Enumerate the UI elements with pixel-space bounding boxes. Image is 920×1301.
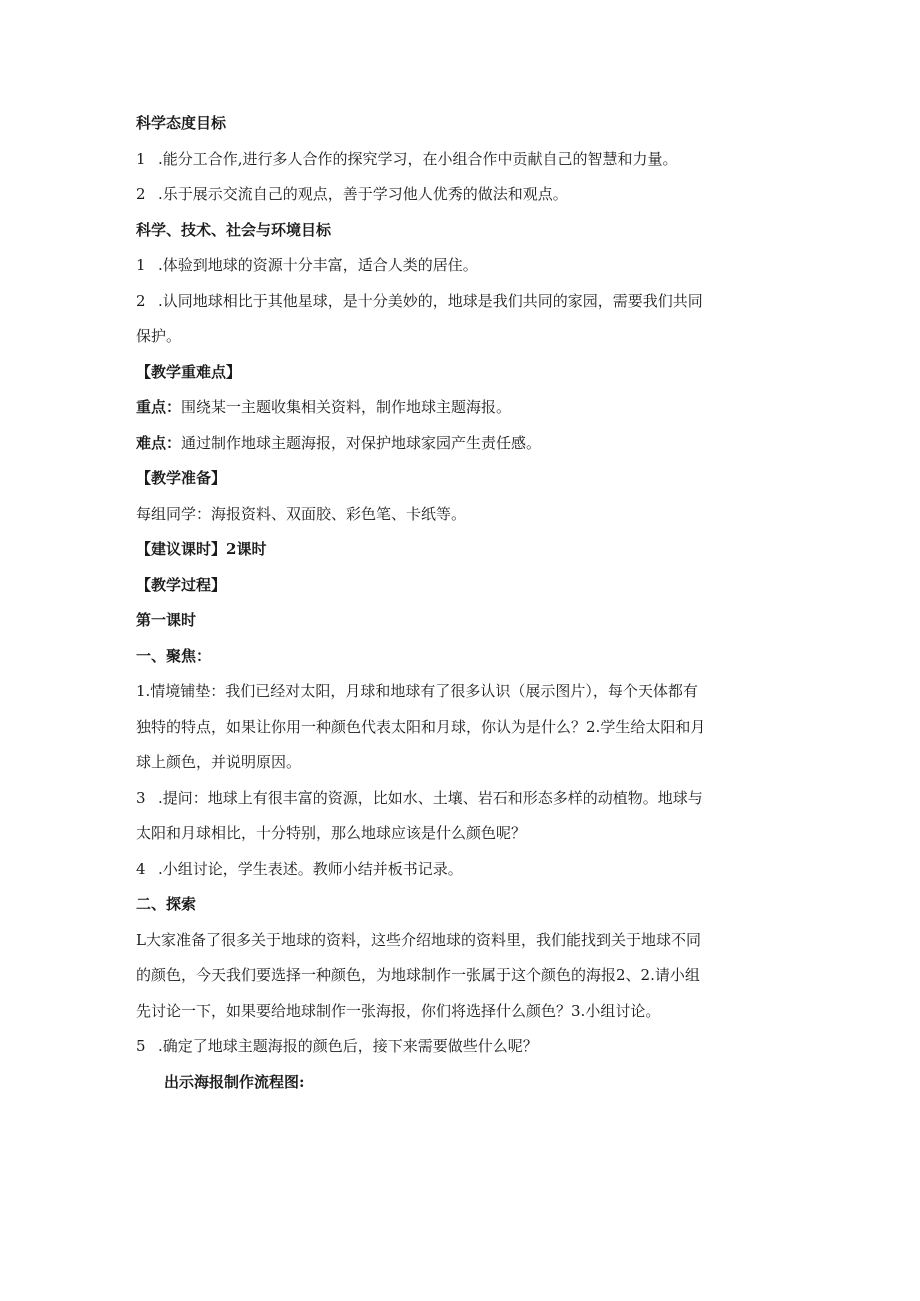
- heading-stse: 科学、技术、社会与环境目标: [136, 220, 332, 239]
- explore-item-1: [136, 929, 786, 1022]
- item-number: 4: [136, 859, 146, 878]
- document-page: [136, 112, 786, 1106]
- item-text-line: 太阳和月球相比，十分特别，那么地球应该是什么颜色呢？: [136, 824, 527, 842]
- item-text-line: 保护。: [136, 327, 182, 345]
- item-text: .小组讨论，学生表述。教师小结并板书记录。: [158, 859, 463, 878]
- focus-item-4: [136, 858, 786, 880]
- section-focus-title: 一、聚焦：: [136, 646, 212, 665]
- lesson-title: 第一课时: [136, 611, 197, 629]
- item-number: 5: [136, 1037, 146, 1055]
- key-point: [136, 396, 786, 418]
- explore-item-5: [136, 1035, 786, 1057]
- item-number: 3: [136, 788, 146, 807]
- item-number: 1: [136, 149, 146, 168]
- item-number: 2: [136, 185, 146, 203]
- science-attitude-item-1: [136, 148, 786, 170]
- item-text: .乐于展示交流自己的观点，善于学习他人优秀的做法和观点。: [158, 185, 568, 203]
- science-attitude-item-2: [136, 183, 786, 205]
- item-text-line: 的颜色，今天我们要选择一种颜色，为地球制作一张属于这个颜色的海报2、2.请小组: [136, 966, 700, 984]
- item-text: .能分工合作,进行多人合作的探究学习，在小组合作中贡献自己的智慧和力量。: [158, 149, 678, 168]
- item-text-line: L大家准备了很多关于地球的资料，这些介绍地球的资料里，我们能找到关于地球不同: [136, 930, 701, 949]
- stse-item-1: [136, 254, 786, 276]
- item-text: .确定了地球主题海报的颜色后，接下来需要做些什么呢？: [158, 1037, 538, 1055]
- heading-process: 【教学过程】: [136, 575, 227, 594]
- hours-value: 2课时: [226, 540, 267, 558]
- flowchart-caption: 出示海报制作流程图:: [164, 1072, 305, 1091]
- heading-preparation: 【教学准备】: [136, 469, 227, 487]
- difficult-point: [136, 432, 786, 454]
- stse-item-2: [136, 290, 786, 348]
- focus-item-3: [136, 787, 786, 845]
- item-number: 1: [136, 256, 146, 274]
- preparation-text: 每组同学：海报资料、双面胶、彩色笔、卡纸等。: [136, 504, 467, 523]
- heading-science-attitude: 科学态度目标: [136, 114, 227, 132]
- item-number: 2: [136, 291, 146, 310]
- item-text-line: 1.情境铺垫：我们已经对太阳，月球和地球有了很多认识（展示图片），每个天体都有: [136, 682, 698, 700]
- item-text-line: 2 .认同地球相比于其他星球，是十分美妙的，地球是我们共同的家园，需要我们共同: [136, 291, 703, 310]
- item-text-line: 球上颜色，并说明原因。: [136, 753, 302, 771]
- heading-key-points: 【教学重难点】: [136, 362, 242, 381]
- key-point-label: 重点：: [136, 398, 182, 416]
- section-explore-title: 二、探索: [136, 895, 197, 913]
- difficult-point-text: 通过制作地球主题海报，对保护地球家园产生责任感。: [181, 433, 542, 452]
- item-text-line: 3 .提问：地球上有很丰富的资源，比如水、土壤、岩石和形态多样的动植物。地球与: [136, 788, 703, 807]
- focus-item-1: [136, 680, 786, 773]
- difficult-point-label: 难点：: [136, 433, 182, 452]
- item-text: .体验到地球的资源十分丰富，适合人类的居住。: [158, 256, 478, 274]
- item-text-line: 先讨论一下，如果要给地球制作一张海报，你们将选择什么颜色？3.小组讨论。: [136, 1001, 661, 1020]
- heading-suggested-hours: [136, 538, 786, 560]
- key-point-text: 围绕某一主题收集相关资料，制作地球主题海报。: [181, 398, 512, 416]
- hours-label: 【建议课时】: [136, 540, 227, 558]
- item-text-line: 独特的特点，如果让你用一种颜色代表太阳和月球，你认为是什么？2.学生给太阳和月: [136, 717, 706, 736]
